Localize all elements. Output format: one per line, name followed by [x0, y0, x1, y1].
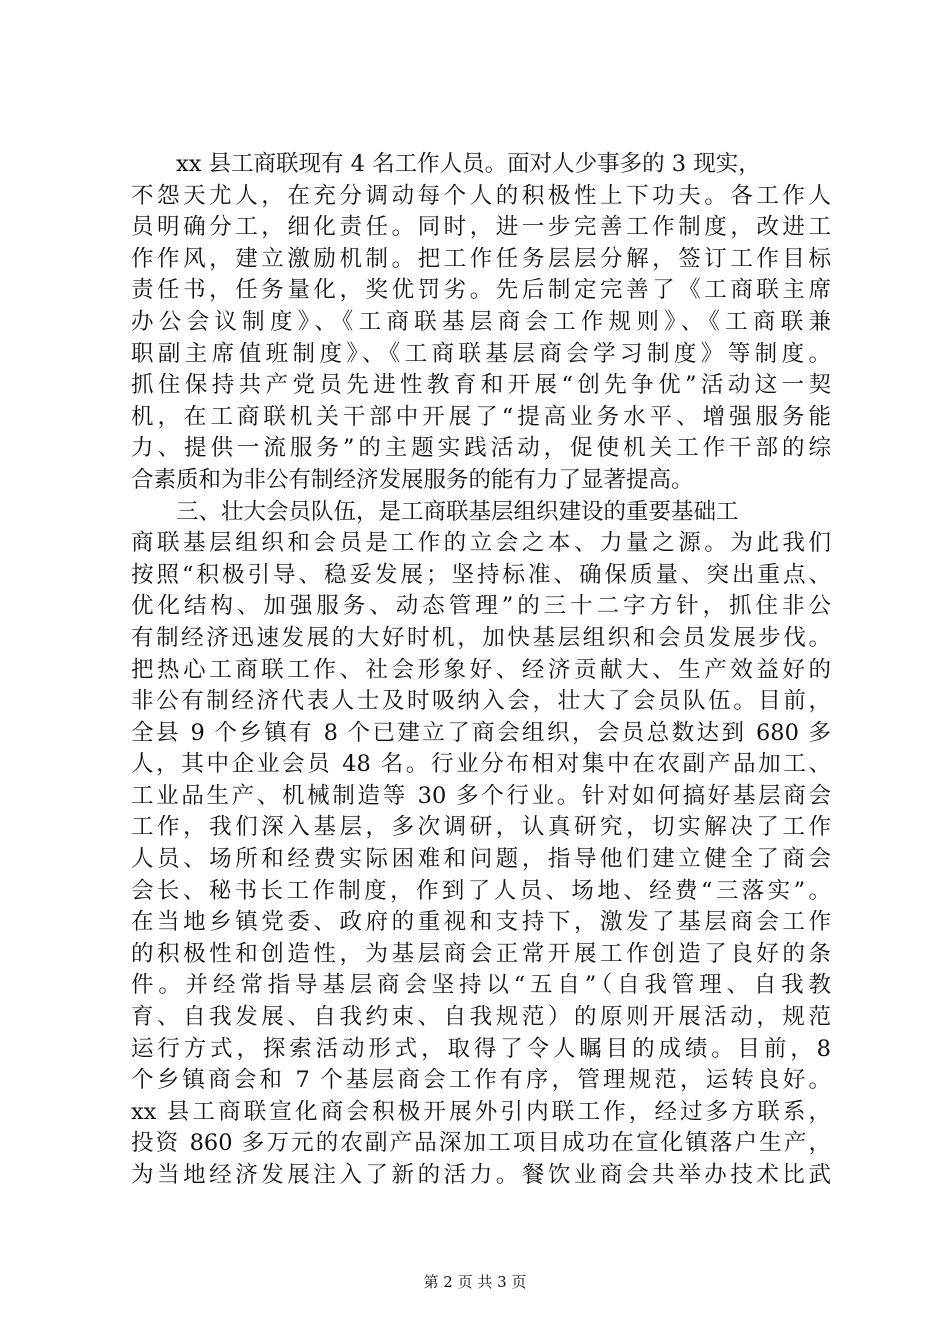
- text-line: 育、自我发展、自我约束、自我规范）的原则开展活动，规范: [131, 1004, 831, 1031]
- text-line: 有制经济迅速发展的大好时机，加快基层组织和会员发展步伐。: [131, 624, 831, 651]
- text-line: 人员、场所和经费实际困难和问题，指导他们建立健全了商会: [131, 846, 831, 873]
- text-line: 全县 9 个乡镇有 8 个已建立了商会组织，会员总数达到 680 多: [131, 719, 831, 746]
- text-line: 优化结构、加强服务、动态管理”的三十二字方针，抓住非公: [131, 593, 831, 620]
- text-line: 责任书，任务量化，奖优罚劣。先后制定完善了《工商联主席: [131, 277, 831, 304]
- text-line: 按照“积极引导、稳妥发展；坚持标准、确保质量、突出重点、: [131, 561, 831, 588]
- text-line: 件。并经常指导基层商会坚持以“五自”（自我管理、自我教: [131, 972, 831, 999]
- text-line: 把热心工商联工作、社会形象好、经济贡献大、生产效益好的: [131, 656, 831, 683]
- text-line: 为当地经济发展注入了新的活力。餐饮业商会共举办技术比武: [131, 1162, 831, 1188]
- text-line: 商联基层组织和会员是工作的立会之本、力量之源。为此我们: [131, 530, 831, 557]
- text-line: 会长、秘书长工作制度，作到了人员、场地、经费“三落实”。: [131, 877, 831, 904]
- text-line: 作作风，建立激励机制。把工作任务层层分解，签订工作目标: [131, 245, 831, 272]
- text-line: 合素质和为非公有制经济发展服务的能有力了显著提高。: [131, 466, 694, 493]
- document-body: [131, 149, 831, 1192]
- text-line: xx 县工商联现有 4 名工作人员。面对人少事多的 3 现实，: [176, 151, 761, 177]
- text-line: 个乡镇商会和 7 个基层商会工作有序，管理规范，运转良好。: [131, 1067, 831, 1094]
- text-line: xx 县工商联宣化商会积极开展外引内联工作，经过多方联系，: [131, 1098, 831, 1125]
- text-line: 办公会议制度》、《工商联基层商会工作规则》、《工商联兼: [131, 308, 831, 335]
- text-line: 人，其中企业会员 48 名。行业分布相对集中在农副产品加工、: [131, 751, 831, 778]
- text-line: 工业品生产、机械制造等 30 多个行业。针对如何搞好基层商会: [131, 782, 831, 809]
- text-line: 在当地乡镇党委、政府的重视和支持下，激发了基层商会工作: [131, 909, 831, 936]
- text-line: 职副主席值班制度》、《工商联基层商会学习制度》等制度。: [131, 340, 831, 367]
- text-line: 机，在工商联机关干部中开展了“提高业务水平、增强服务能: [131, 403, 831, 430]
- text-line: 力、提供一流服务”的主题实践活动，促使机关工作干部的综: [131, 435, 831, 462]
- text-line: 不怨天尤人，在充分调动每个人的积极性上下功夫。各工作人: [131, 182, 831, 209]
- text-line: 运行方式，探索活动形式，取得了令人瞩目的成绩。目前，8: [131, 1035, 831, 1062]
- text-line: 投资 860 多万元的农副产品深加工项目成功在宣化镇落户生产，: [131, 1130, 831, 1157]
- text-line: 三、壮大会员队伍，是工商联基层组织建设的重要基础工: [176, 498, 739, 525]
- page-number-footer: 第 2 页 共 3 页: [423, 1273, 527, 1291]
- text-line: 的积极性和创造性，为基层商会正常开展工作创造了良好的条: [131, 940, 831, 967]
- text-line: 抓住保持共产党员先进性教育和开展“创先争优”活动这一契: [131, 372, 831, 399]
- text-line: 非公有制经济代表人士及时吸纳入会，壮大了会员队伍。目前，: [131, 688, 831, 715]
- text-line: 员明确分工，细化责任。同时，进一步完善工作制度，改进工: [131, 214, 831, 241]
- text-line: 工作，我们深入基层，多次调研，认真研究，切实解决了工作: [131, 814, 831, 841]
